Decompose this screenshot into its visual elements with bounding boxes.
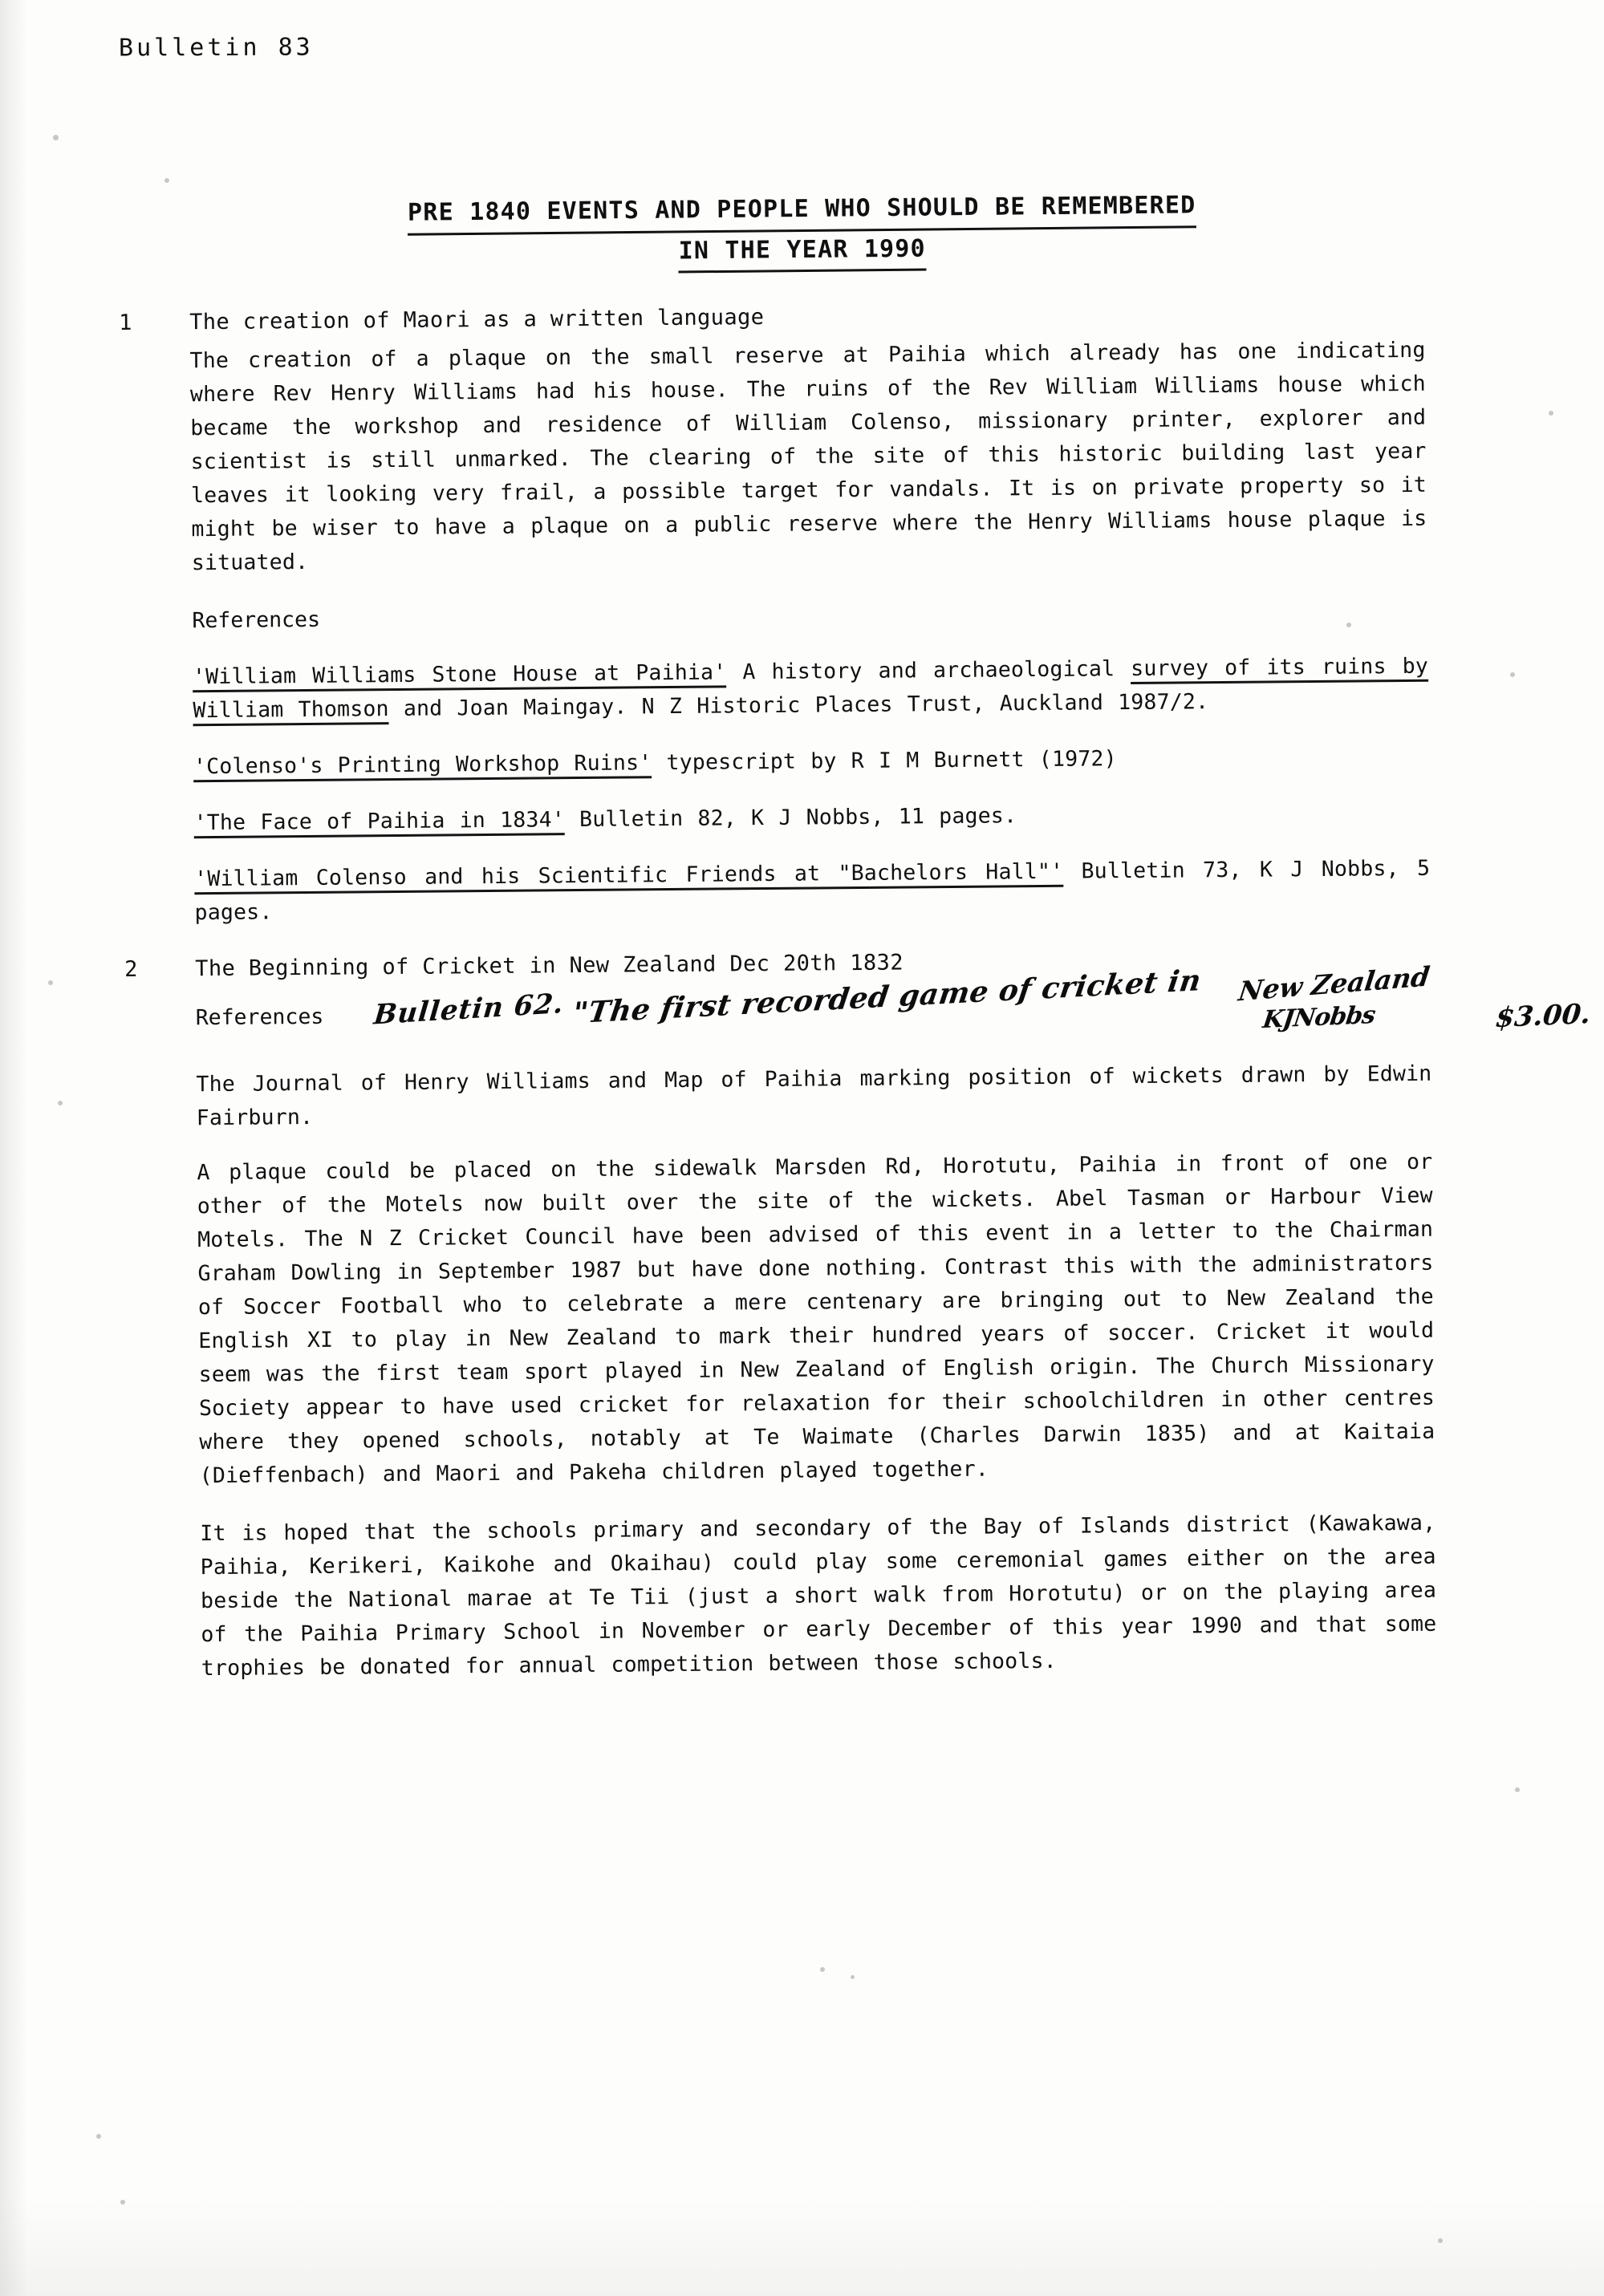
paragraph: The creation of a plaque on the small reserve at Paihia which already has one indicating where Rev Henry Williams had his house. The ruins of the Rev William Williams house which became the workshop and residence of William Colenso, missionary printer, explorer and scientist is still unmarked. The clearing of the site of this historic building last year leaves it looking very frail, a possible target for vandals. It is on private property so it might be wiser to have a plaque on a public reserve where the Henry Williams house plaque is situated.	[189, 337, 1427, 576]
scan-speck	[58, 1101, 63, 1105]
paragraph: It is hoped that the schools primary and secondary of the Bay of Islands district (Kawakawa, Paihia, Kerikeri, Kaikohe and Okaihau) could play some ceremonial games either on the area beside the National marae at Te Tii (just a short walk from Horotutu) or on the playing area of the Paihia Primary School in November or early December of this year 1990 and that some trophies be donated for annual competition between those schools.	[200, 1510, 1437, 1681]
handwritten-quote: "The first recorded game of cricket in	[571, 963, 1204, 1031]
bulletin-header: Bulletin 83	[118, 33, 314, 63]
reference-entry	[193, 796, 1429, 840]
scan-speck	[1515, 1787, 1520, 1792]
references-label: References	[195, 1004, 324, 1030]
reference-title: 'The Face of Paihia in 1834'	[193, 807, 565, 838]
reference-detail: A history and archaeological	[726, 655, 1131, 685]
scan-speck	[1510, 672, 1515, 677]
paragraph: A plaque could be placed on the sidewalk Marsden Rd, Horotutu, Paihia in front of one or other of the Motels now built over the site of the wickets. Abel Tasman or Harbour View Motels. The N Z Cricket Council have been advised of this event in a letter to the Chairman Graham Dowling in September 1987 but have done nothing. Contrast this with the administrators of Soccer Football who to celebrate a mere centenary are bringing out to New Zealand the English XI to play in New Zealand to mark their hundred years of soccer. Cricket it would seem was the first team sport played in New Zealand of English origin. The Church Missionary Society appear to have used cricket for relaxation for their schoolchildren in other centres where they opened schools, notably at Te Waimate (Charles Darwin 1835) and at Kaitaia (Dieffenbach) and Maori and Pakeha children played together.	[197, 1149, 1435, 1488]
document-body	[119, 294, 1592, 1710]
handwritten-new-zealand: New Zealand	[1237, 959, 1432, 1008]
reference-entry	[193, 650, 1429, 728]
handwritten-bulletin-ref: Bulletin 62.	[372, 987, 566, 1032]
paragraph: The Journal of Henry Williams and Map of Paihia marking position of wickets drawn by Edwin Fairburn.	[196, 1061, 1432, 1130]
reference-title: 'Colenso's Printing Workshop Ruins'	[193, 750, 652, 782]
scan-speck	[1549, 411, 1553, 416]
reference-title: 'William Colenso and his Scientific Friends at "Bachelors Hall"'	[194, 859, 1063, 894]
handwritten-signature: KJNobbs	[1261, 1000, 1377, 1034]
document-title	[0, 183, 1604, 279]
scan-speck	[53, 135, 59, 140]
scan-speck	[96, 2134, 101, 2139]
references-label: References	[192, 606, 321, 634]
reference-entry	[194, 852, 1431, 930]
reference-detail-tail: and Joan Maingay. N Z Historic Places Trust, Auckland 1987/2.	[388, 689, 1209, 721]
title-line-2: IN THE YEAR 1990	[678, 230, 926, 274]
title-line-1: PRE 1840 EVENTS AND PEOPLE WHO SHOULD BE REMEMBERED	[408, 187, 1196, 235]
reference-entry	[193, 740, 1429, 784]
item-heading: The creation of Maori as a written language	[189, 304, 765, 335]
item-1-body	[189, 334, 1430, 930]
scan-speck	[120, 2200, 125, 2205]
reference-title: 'William Williams Stone House at Paihia'	[193, 659, 727, 692]
item-heading-row	[119, 294, 1483, 340]
reference-detail-tail: Bulletin 82, K J Nobbs, 11 pages.	[564, 803, 1017, 833]
item-number: 1	[119, 310, 132, 335]
scan-speck	[1438, 2238, 1443, 2243]
item-2-body	[196, 1057, 1437, 1685]
reference-title-continued: survey of its ruins by William Thomson	[193, 654, 1428, 726]
scan-speck	[164, 178, 169, 183]
scan-speck	[851, 1975, 855, 1979]
item-heading: The Beginning of Cricket in New Zealand Dec 20th 1832	[195, 950, 904, 982]
scan-speck	[48, 980, 53, 985]
scan-edge-shadow-bottom	[0, 2200, 1604, 2296]
reference-detail-tail: Bulletin 73, K J Nobbs, 5 pages.	[194, 855, 1431, 926]
reference-detail-tail: typescript by R I M Burnett (1972)	[652, 746, 1117, 776]
scan-speck	[820, 1967, 825, 1972]
item-number: 2	[124, 956, 138, 982]
scan-edge-shadow	[0, 0, 27, 2296]
handwritten-price: $3.00.	[1493, 997, 1592, 1034]
